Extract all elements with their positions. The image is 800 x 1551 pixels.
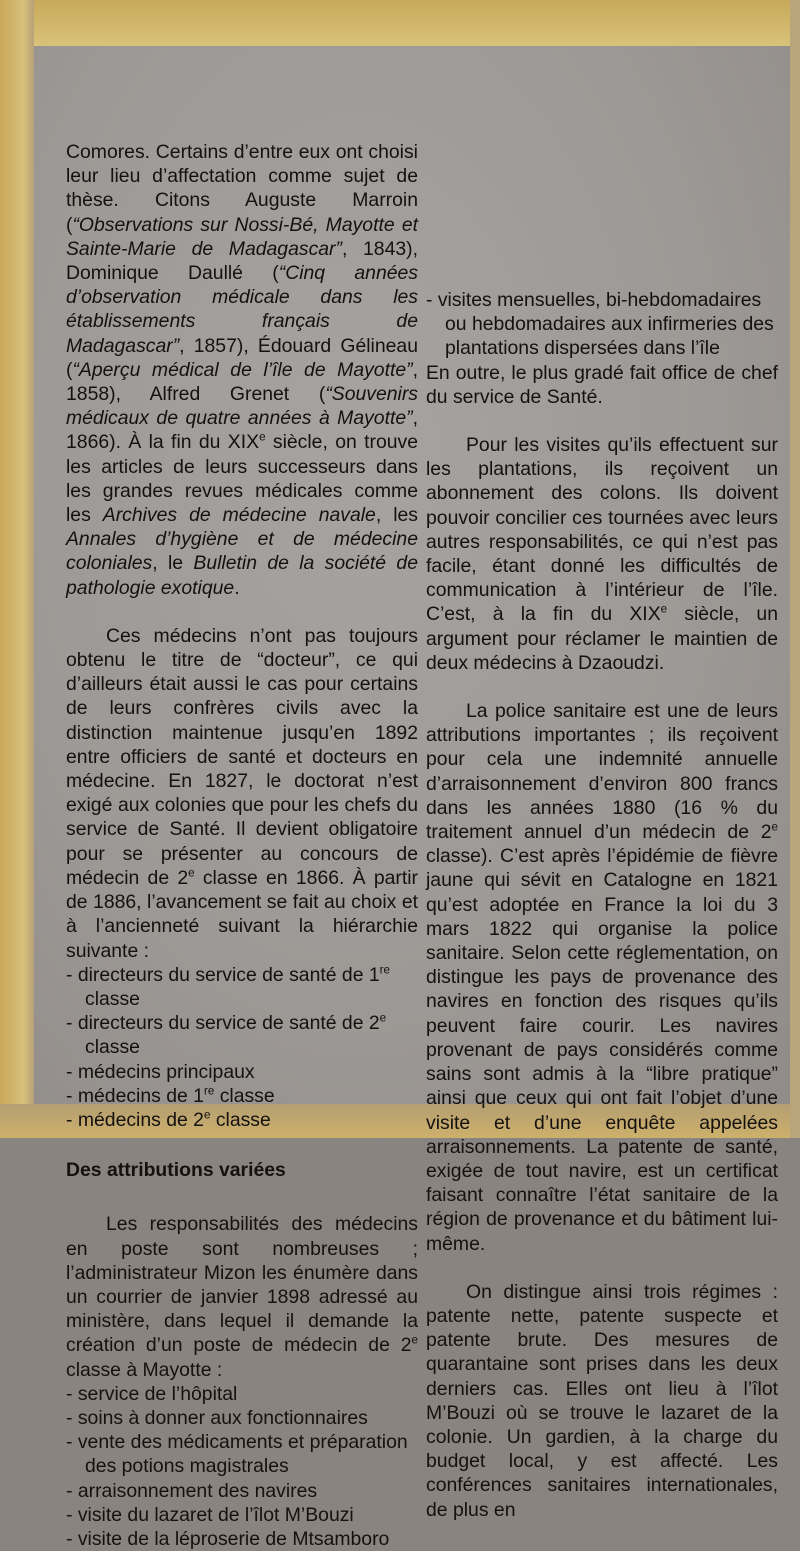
- text-run: En outre, le plus gradé fait office de chef du service de Santé.: [426, 361, 778, 408]
- text-run: - visite de la léproserie de Mtsamboro: [66, 1527, 390, 1550]
- list-item: [66, 1503, 418, 1527]
- text-run: - soins à donner aux fonctionnaires: [66, 1406, 368, 1429]
- list-item: [66, 1060, 418, 1084]
- text-run: , 1858), Alfred Grenet (: [66, 358, 418, 406]
- text-run: classe à Mayotte :: [66, 1358, 223, 1381]
- hierarchy-list: [66, 963, 418, 1132]
- page-edge-top: [0, 0, 800, 46]
- italic-title: “Aperçu médical de l’île de Mayotte”: [72, 358, 413, 381]
- paragraph: [66, 624, 418, 963]
- text-run: On distingue ainsi trois régimes : patente nette, patente suspecte et patente brute. Des mesures de quarantaine sont prises dans les deux derniers cas. Elles ont lieu à l’îlot M’Bouzi où se trouve le lazaret de la colonie. Un gardien, à la charge du budget local, y est affecté. Les conférences sanitaires internationales, de plus en: [426, 1280, 778, 1521]
- superscript: e: [188, 866, 195, 880]
- text-run: - médecins de 1: [66, 1084, 204, 1107]
- text-run: - directeurs du service de santé de 1: [66, 963, 380, 986]
- list-item: [66, 1108, 418, 1132]
- list-item: [66, 1382, 418, 1406]
- text-run: classe: [85, 1036, 140, 1059]
- superscript: e: [379, 1011, 387, 1025]
- list-item: [66, 1084, 418, 1108]
- left-column: [66, 140, 418, 1551]
- text-run: classe: [214, 1084, 275, 1107]
- superscript: e: [203, 1108, 211, 1122]
- text-run: - médecins principaux: [66, 1060, 255, 1083]
- paragraph: [426, 1280, 778, 1522]
- responsibilities-list-continued: [426, 288, 778, 361]
- text-run: , 1866). À la fin du XIX: [66, 407, 418, 454]
- list-item: [66, 1406, 418, 1430]
- text-run: classe). C’est après l’épidémie de fièvre jaune qui sévit en Catalogne en 1821 qu’est adoptée en France la loi du 3 mars 1822 qui organise la police sanitaire. Selon cette réglementation, on distingue les pays de provenance des navires en fonction des risques qu’ils peuvent faire courir. Les navires provenant de pays considérés comme sains sont admis à la “libre pratique” ainsi que ceux qui ont fait l’objet d’une visite et d’une enquête appelées arraisonnements. La patente de santé, exigée de tout navire, est un certificat faisant connaître l’état sanitaire de la région de provenance et du bâtiment lui-même.: [426, 845, 778, 1255]
- text-run: Les responsabilités des médecins en poste sont nombreuses ; l’administrateur Mizon les énumère dans un courrier de janvier 1898 adressé au ministère, dans lequel il demande la création d’un poste de médecin de 2: [66, 1213, 418, 1357]
- superscript: e: [411, 1333, 418, 1347]
- section-heading: Des attributions variées: [66, 1159, 286, 1182]
- italic-title: “Souvenirs médicaux de quatre années à Mayotte”: [66, 383, 418, 430]
- italic-title: Archives de médecine navale: [102, 504, 376, 527]
- italic-title: “Cinq années d’observation médicale dans les établissements français de Madagascar”: [66, 262, 418, 357]
- superscript: re: [203, 1084, 215, 1098]
- text-run: - service de l’hôpital: [66, 1382, 238, 1405]
- text-run: Comores. Certains d’entre eux ont choisi leur lieu d’affectation comme sujet de thèse. Citons Auguste Marroin (: [66, 141, 418, 236]
- text-run: - médecins de 2: [66, 1108, 204, 1131]
- right-column: [426, 288, 778, 1522]
- text-run: siècle, on trouve les articles de leurs successeurs dans les grandes revues médicales comme les: [66, 431, 418, 527]
- italic-title: Annales d’hygiène et de médecine coloniales: [66, 528, 418, 575]
- page-edge-right: [790, 0, 800, 1138]
- list-item: [66, 1011, 418, 1059]
- text-run: - visite du lazaret de l’îlot M’Bouzi: [66, 1503, 354, 1526]
- text-run: , les: [375, 504, 418, 527]
- text-run: La police sanitaire est une de leurs attributions importantes ; ils reçoivent pour cela une indemnité annuelle d’arraisonnement d’environ 800 francs dans les années 1880 (16 % du traitement annuel d’un médecin de 2: [426, 700, 778, 844]
- text-run: classe: [210, 1108, 271, 1131]
- responsibilities-list: [66, 1382, 418, 1551]
- text-run: , le: [152, 552, 194, 575]
- text-run: .: [234, 576, 240, 599]
- superscript: e: [660, 602, 668, 616]
- text-run: siècle, un argument pour réclamer le maintien de deux médecins à Dzaoudzi.: [426, 603, 778, 674]
- superscript: e: [771, 820, 778, 834]
- text-run: classe en 1866. À partir de 1886, l’avancement se fait au choix et à l’ancienneté suivant la hiérarchie suivante :: [66, 866, 418, 962]
- list-item: [66, 963, 418, 1011]
- page-edge-left: [0, 0, 34, 1138]
- paragraph: [66, 1212, 418, 1381]
- text-run: - visites mensuelles, bi-hebdomadaires ou hebdomadaires aux infirmeries des plantations dispersées dans l’île: [426, 289, 774, 360]
- list-item: [426, 288, 778, 361]
- italic-title: “Observations sur Nossi-Bé, Mayotte et Sainte-Marie de Madagascar”: [66, 213, 418, 260]
- paragraph: [426, 361, 778, 409]
- superscript: re: [379, 963, 390, 977]
- text-run: classe: [85, 987, 140, 1010]
- paragraph: [66, 140, 418, 600]
- text-run: - arraisonnement des navires: [66, 1479, 318, 1502]
- text-run: , 1857), Édouard Gélineau (: [66, 334, 418, 381]
- paragraph: [426, 433, 778, 675]
- superscript: e: [259, 430, 266, 444]
- text-run: - directeurs du service de santé de 2: [66, 1012, 380, 1035]
- paragraph: [426, 699, 778, 1256]
- list-item: [66, 1527, 418, 1551]
- list-item: [66, 1479, 418, 1503]
- list-item: [66, 1430, 418, 1478]
- text-run: - vente des médicaments et préparation des potions magistrales: [66, 1431, 408, 1478]
- text-run: Pour les visites qu’ils effectuent sur les plantations, ils reçoivent un abonnement des colons. Ils doivent pouvoir concilier ces tournées avec leurs autres responsabilités, ce qui n’est pas facile, étant donné les difficultés de communication à l’intérieur de l’île. C’est, à la fin du XIX: [426, 434, 778, 626]
- text-run: Ces médecins n’ont pas toujours obtenu le titre de “docteur”, ce qui d’ailleurs était aussi le cas pour certains de leurs confrères civils avec la distinction maintenue jusqu’en 1892 entre officiers de santé et docteurs en médecine. En 1827, le doctorat n’est exigé aux colonies que pour les chefs du service de Santé. Il devient obligatoire pour se présenter au concours de médecin de 2: [66, 624, 418, 889]
- italic-title: Bulletin de la société de pathologie exotique: [66, 552, 418, 599]
- text-run: , 1843), Dominique Daullé (: [66, 237, 418, 285]
